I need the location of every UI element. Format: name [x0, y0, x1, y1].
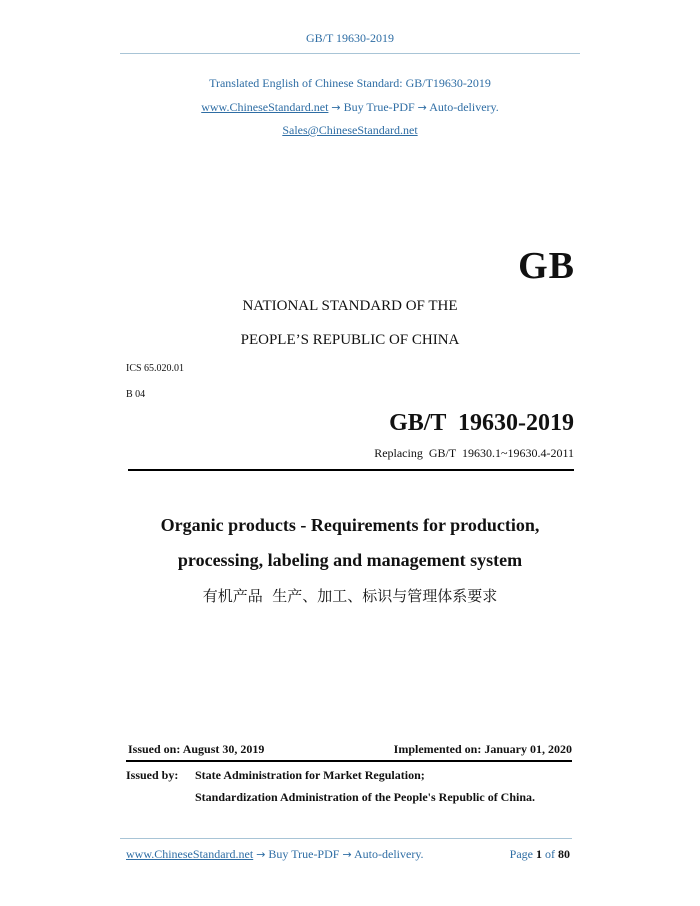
title-en-line1: Organic products - Requirements for production, — [160, 515, 540, 535]
ics-code: ICS 65.020.01 — [126, 363, 185, 374]
header-rule — [120, 53, 580, 54]
site-link[interactable]: www.ChineseStandard.net — [201, 100, 329, 114]
footer-rule — [120, 838, 572, 839]
delivery-text: Auto-delivery. — [429, 100, 499, 114]
issued-by-label: Issued by: — [126, 768, 179, 782]
page-current: 1 — [536, 847, 542, 861]
standard-number: GB/T 19630-2019 — [389, 410, 574, 436]
footer-link-line — [126, 847, 424, 862]
email-link[interactable]: Sales@ChineseStandard.net — [282, 123, 418, 137]
footer-delivery-text: Auto-delivery. — [354, 847, 424, 861]
title-rule — [128, 469, 574, 471]
gb-logo: GB — [518, 245, 575, 287]
buy-pdf-text: Buy True-PDF — [343, 100, 415, 114]
translation-notice: Translated English of Chinese Standard: GB/T19630-2019 — [209, 76, 491, 90]
arrow-right-icon: → — [331, 101, 341, 114]
issuer-1: State Administration for Market Regulation; — [195, 768, 425, 782]
arrow-right-icon: → — [342, 848, 352, 861]
page-of: of — [545, 847, 555, 861]
arrow-right-icon: → — [256, 848, 266, 861]
notice-link-line — [0, 100, 700, 115]
implemented-on: Implemented on: January 01, 2020 — [393, 742, 572, 756]
page-total: 80 — [558, 847, 570, 861]
national-standard-line1: NATIONAL STANDARD OF THE — [242, 298, 458, 314]
running-header: GB/T 19630-2019 — [305, 31, 395, 45]
title-zh: 有机产品 生产、加工、标识与管理体系要求 — [202, 587, 498, 605]
page-label: Page — [509, 847, 533, 861]
email-line — [0, 123, 700, 138]
title-en-line2: processing, labeling and management system — [177, 550, 523, 570]
footer-site-link[interactable]: www.ChineseStandard.net — [126, 847, 254, 861]
page-indicator — [510, 847, 570, 862]
issued-on: Issued on: August 30, 2019 — [128, 742, 265, 756]
arrow-right-icon: → — [417, 101, 427, 114]
footer-buy-text: Buy True-PDF — [268, 847, 340, 861]
national-standard-line2: PEOPLE’S REPUBLIC OF CHINA — [240, 332, 460, 348]
replacing-note: Replacing GB/T 19630.1~19630.4-2011 — [374, 446, 574, 460]
ccs-code: B 04 — [126, 389, 146, 400]
issued-rule — [126, 760, 572, 762]
issuer-2: Standardization Administration of the People's Republic of China. — [195, 790, 536, 804]
